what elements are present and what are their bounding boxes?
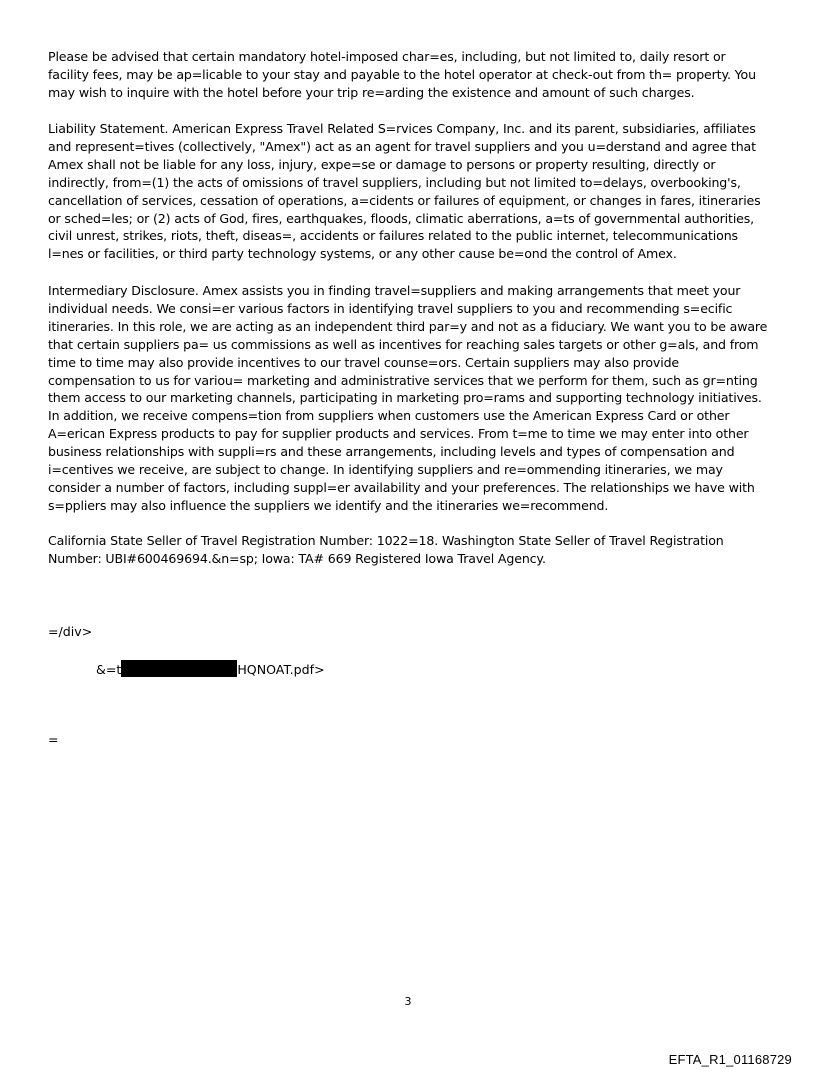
attachment-reference	[96, 660, 325, 677]
attachment-prefix: &=t	[96, 662, 122, 677]
page-number: 3	[404, 995, 412, 1008]
html-fragment-text: =/div>	[48, 624, 93, 639]
attachment-filename: HQNOAT.pdf>	[237, 662, 325, 677]
liability-statement-paragraph: Liability Statement. American Express Travel Related S=rvices Company, Inc. and its parent, subsidiaries, affiliates and represent=tives (collectively, "Amex") act as an agent for travel suppliers and you u=derstand and agree that Amex shall not be liable for any loss, injury, expe=se or damage to persons or property resulting, directly or indirectly, from=(1) the acts of omissions of travel suppliers, including but not limited to=delays, overbooking's, cancellation of services, cessation of operations, a=cidents or failures of equipment, or changes in fares, itineraries or sched=les; or (2) acts of God, fires, earthquakes, floods, climatic aberrations, a=ts of governmental authorities, civil unrest, strikes, riots, theft, diseas=, accidents or failures related to the public internet, telecommunications l=nes or facilities, or third party technology systems, or any other cause be=ond the control of Amex.	[48, 121, 761, 262]
redaction-box	[121, 660, 237, 677]
bates-number: EFTA_R1_01168729	[668, 1052, 792, 1067]
hotel-fees-notice-paragraph: Please be advised that certain mandatory hotel-imposed char=es, including, but not limited to, daily resort or facility fees, may be ap=licable to your stay and payable to the hotel operator at check-out from th= property. You may wish to inquire with the hotel before your trip re=arding the existence and amount of such charges.	[48, 49, 756, 100]
registration-numbers-paragraph: California State Seller of Travel Registration Number: 1022=18. Washington State Seller of Travel Registration Number: UBI#600469694.&n=sp; Iowa: TA# 669 Registered Iowa Travel Agency.	[48, 533, 724, 566]
trailing-equals-text: =	[48, 732, 59, 747]
intermediary-disclosure-paragraph: Intermediary Disclosure. Amex assists you in finding travel=suppliers and making arrangements that meet your individual needs. We consi=er various factors in identifying travel suppliers to you and recommending s=ecific itineraries. In this role, we are acting as an independent third par=y and not as a fiduciary. We want you to be aware that certain suppliers pa= us commissions as well as incentives for reaching sales targets or other g=als, and from time to time may also provide incentives to our travel counse=ors. Certain suppliers may also provide compensation to us for variou= marketing and administrative services that we perform for them, such as gr=nting them access to our marketing channels, participating in marketing pro=rams and supporting technology initiatives. In addition, we receive compens=tion from suppliers when customers use the American Express Card or other A=erican Express products to pay for supplier products and services. From t=me to time we may enter into other business relationships with suppli=rs and these arrangements, including levels and types of compensation and i=centives we receive, are subject to change. In identifying suppliers and re=ommending itineraries, we may consider a number of factors, including suppl=er availability and your preferences. The relationships we have with s=ppliers may also influence the suppliers we identify and the itineraries we=recommend.	[48, 283, 768, 513]
